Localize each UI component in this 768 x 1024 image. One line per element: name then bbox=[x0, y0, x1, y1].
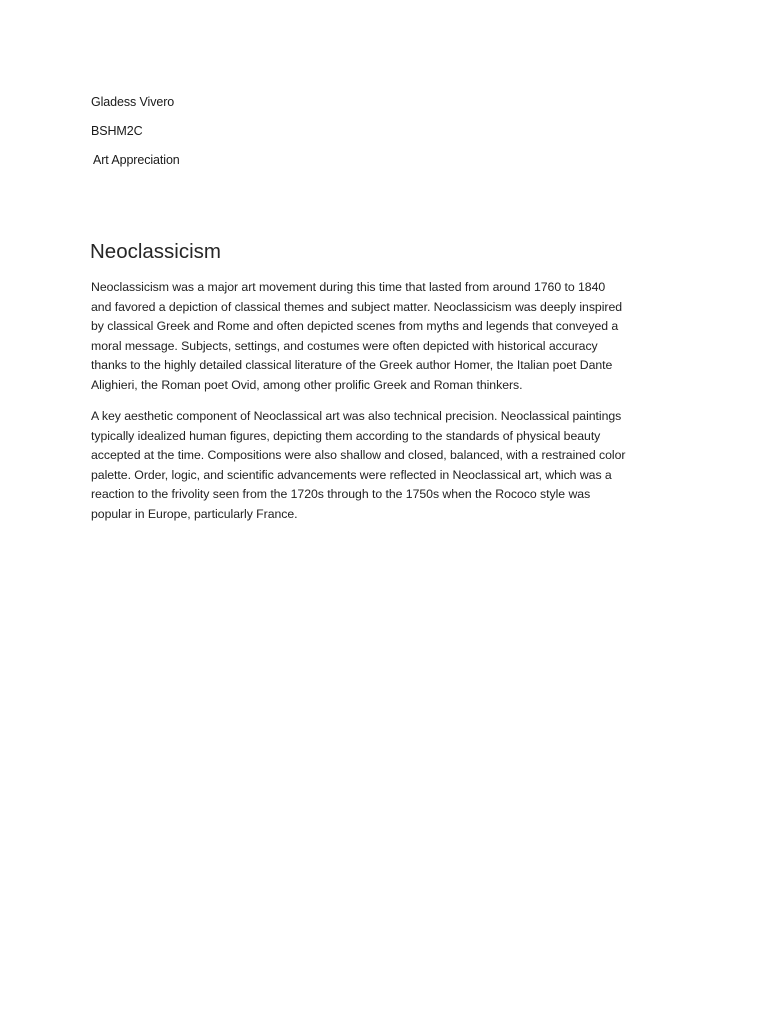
document-title: Neoclassicism bbox=[90, 240, 221, 263]
course-name: Art Appreciation bbox=[93, 153, 180, 167]
text-line: reaction to the frivolity seen from the 1720s through to the 1750s when the Rococo style was bbox=[91, 487, 591, 502]
section-code: BSHM2C bbox=[91, 124, 143, 138]
text-line: popular in Europe, particularly France. bbox=[91, 506, 298, 521]
text-line: accepted at the time. Compositions were also shallow and closed, balanced, with a restrained color bbox=[91, 448, 626, 463]
text-line: Neoclassicism was a major art movement during this time that lasted from around 1760 to 1840 bbox=[91, 280, 606, 294]
text-line: moral message. Subjects, settings, and costumes were often depicted with historical accuracy bbox=[91, 338, 598, 353]
text-line: and favored a depiction of classical themes and subject matter. Neoclassicism was deeply inspired bbox=[91, 299, 623, 314]
text-line: thanks to the highly detailed classical literature of the Greek author Homer, the Italian poet Dante bbox=[91, 358, 613, 373]
text-line: palette. Order, logic, and scientific advancements were reflected in Neoclassical art, which was a bbox=[91, 467, 612, 482]
paragraph-1 bbox=[91, 278, 691, 396]
text-line: A key aesthetic component of Neoclassical art was also technical precision. Neoclassical paintings bbox=[91, 409, 622, 423]
paragraph-2 bbox=[91, 407, 691, 525]
text-line: by classical Greek and Rome and often depicted scenes from myths and legends that conveyed a bbox=[91, 319, 619, 334]
text-line: Alighieri, the Roman poet Ovid, among other prolific Greek and Roman thinkers. bbox=[91, 377, 523, 392]
author-name: Gladess Vivero bbox=[91, 95, 175, 109]
text-line: typically idealized human figures, depicting them according to the standards of physical beauty bbox=[91, 428, 601, 443]
